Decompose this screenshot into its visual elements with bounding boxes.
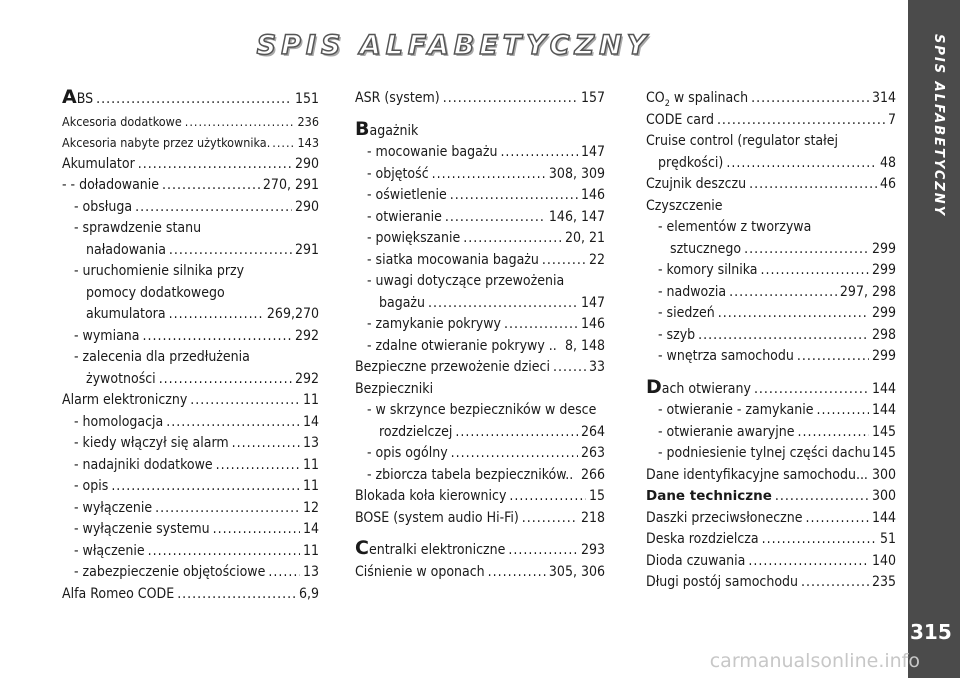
page-ref: 144 <box>871 402 896 418</box>
page-ref: 143 <box>297 135 319 150</box>
index-entry: Cruise control (regulator stałej prędkości) ..... 48 <box>646 131 896 174</box>
page-ref: 145 <box>871 423 896 440</box>
index-entry: Czujnik deszczu ..... 46 <box>646 174 896 196</box>
index-entry: - wyłączenie systemu ..... 14 <box>62 519 319 541</box>
index-entry: - homologacja ..... 14 <box>62 412 319 434</box>
side-tab <box>908 0 960 678</box>
index-entry: Bagażnik <box>355 117 419 140</box>
index-entry: ABS ..... 151 <box>62 88 319 111</box>
page-ref: 299 <box>871 348 896 364</box>
side-tab-label: SPIS ALFABETYCZNY <box>931 34 946 218</box>
page-ref: 297, 298 <box>839 283 896 300</box>
page-ref: 11 <box>302 456 319 473</box>
index-entry: - wnętrza samochodu ..... 299 <box>646 346 896 368</box>
page-ref: 269,270 <box>266 306 319 322</box>
letter-initial: A <box>62 86 77 108</box>
index-entry: - objętość ..... 308, 309 <box>355 164 605 186</box>
page-ref: 146 <box>580 316 605 332</box>
page-ref: 235 <box>871 574 896 590</box>
index-entry: - otwieranie - zamykanie ..... 144 <box>646 400 896 422</box>
index-entry: - uruchomienie silnika przy pomocy dodatkowego akumulatora ..... 269,270 <box>62 261 319 326</box>
page-ref: 264 <box>580 423 605 440</box>
page-ref: 140 <box>871 552 896 569</box>
page-ref: 218 <box>580 509 605 526</box>
page-ref: 14 <box>302 413 319 430</box>
index-entry: Bezpieczniki <box>355 380 434 397</box>
index-entry: Dioda czuwania ..... 140 <box>646 551 896 573</box>
index-entry: - w skrzynce bezpieczników w desce rozdzielczej ..... 264 <box>355 400 605 443</box>
index-entry: BOSE (system audio Hi-Fi) ..... 218 <box>355 508 605 530</box>
page-ref: 291 <box>294 241 319 258</box>
index-entry: - elementów z tworzywa sztucznego ..... 299 <box>646 217 896 260</box>
page-ref: 12 <box>302 499 319 516</box>
page-ref: 305, 306 <box>548 563 605 580</box>
page-ref: 145 <box>871 445 896 461</box>
page-ref: 8, 148 <box>564 337 605 354</box>
page-ref: 22 <box>588 251 605 268</box>
page-ref: 13 <box>302 564 319 580</box>
page-ref: 147 <box>580 294 605 311</box>
page-ref: 292 <box>294 327 319 344</box>
index-entry: Dach otwierany ..... 144 <box>646 378 896 401</box>
page-ref: 144 <box>871 509 896 526</box>
index-entry: - powiększanie ..... 20, 21 <box>355 228 605 250</box>
index-entry: - wyłączenie ..... 12 <box>62 498 319 520</box>
index-entry: - mocowanie bagażu ..... 147 <box>355 142 605 164</box>
page-title: SPIS ALFABETYCZNY <box>256 30 652 61</box>
page-ref: 263 <box>580 445 605 461</box>
page-ref: 144 <box>871 380 896 397</box>
index-entry: - siatka mocowania bagażu ..... 22 <box>355 250 605 272</box>
page-ref: 13 <box>302 435 319 451</box>
page-ref: 146 <box>580 187 605 203</box>
page-ref: 298 <box>871 326 896 343</box>
page-ref: 290 <box>294 155 319 172</box>
index-entry: Deska rozdzielcza ..... 51 <box>646 529 896 551</box>
page-ref: 293 <box>580 542 605 558</box>
letter-initial: B <box>355 117 370 140</box>
letter-initial: C <box>355 537 369 559</box>
page-ref: 308, 309 <box>548 165 605 182</box>
index-entry: - włączenie ..... 11 <box>62 541 319 563</box>
page-ref: 33 <box>588 359 605 375</box>
page-ref: 6,9 <box>298 585 319 602</box>
index-entry: - nadajniki dodatkowe ..... 11 <box>62 455 319 477</box>
index-entry: CODE card ..... 7 <box>646 110 896 132</box>
page-ref: 20, 21 <box>564 230 605 246</box>
index-entry: - oświetlenie ..... 146 <box>355 185 605 207</box>
index-entry: Alfa Romeo CODE ..... 6,9 <box>62 584 319 606</box>
page-ref: 299 <box>871 305 896 321</box>
index-entry: Akumulator ..... 290 <box>62 154 319 176</box>
index-entry: Czyszczenie <box>646 197 723 214</box>
watermark: carmanualsonline.info <box>709 650 920 672</box>
page-ref: 290 <box>294 198 319 215</box>
index-entry: Daszki przeciwsłoneczne ..... 144 <box>646 508 896 530</box>
page-ref: 300 <box>871 466 896 483</box>
index-entry: Akcesoria nabyte przez użytkownika. ..... 143 <box>62 132 319 154</box>
index-entry: Ciśnienie w oponach ..... 305, 306 <box>355 562 605 584</box>
page-ref: 46 <box>879 176 896 192</box>
index-entry: - opis ..... 11 <box>62 476 319 498</box>
page-ref: 147 <box>580 144 605 160</box>
page-ref: 157 <box>580 90 605 106</box>
index-entry: Blokada koła kierownicy ..... 15 <box>355 486 605 508</box>
index-column-3 <box>646 88 896 594</box>
page-ref: 300 <box>871 488 896 504</box>
page-ref: 51 <box>879 531 896 547</box>
index-entry: - zamykanie pokrywy ..... 146 <box>355 314 605 336</box>
index-column-1 <box>62 88 319 605</box>
index-entry: - siedzeń ..... 299 <box>646 303 896 325</box>
page-ref: 11 <box>302 478 319 494</box>
page-ref: 146, 147 <box>548 208 605 225</box>
index-entry: - - doładowanie ..... 270, 291 <box>62 175 319 197</box>
index-entry: Długi postój samochodu ..... 235 <box>646 572 896 594</box>
page-ref: 7 <box>887 111 896 128</box>
index-entry: - zalecenia dla przedłużenia żywotności ..... 292 <box>62 347 319 390</box>
index-entry: Dane identyfikacyjne samochodu... 300 <box>646 465 896 487</box>
index-entry: - opis ogólny ..... 263 <box>355 443 605 465</box>
index-entry: ASR (system) ..... 157 <box>355 88 605 110</box>
index-entry: - podniesienie tylnej części dachu 145 <box>646 443 896 465</box>
index-entry: - zabezpieczenie objętościowe ..... 13 <box>62 562 319 584</box>
page-ref: 266 <box>580 466 605 483</box>
index-entry: - uwagi dotyczące przewożenia bagażu ..... 147 <box>355 271 605 314</box>
index-entry: Alarm elektroniczny ..... 11 <box>62 390 319 412</box>
page-ref: 270, 291 <box>262 177 319 193</box>
index-entry: - nadwozia ..... 297, 298 <box>646 282 896 304</box>
page-ref: 292 <box>294 370 319 387</box>
page-ref: 48 <box>879 154 896 171</box>
index-column-2 <box>355 88 605 583</box>
index-entry: - obsługa ..... 290 <box>62 197 319 219</box>
page-ref: 314 <box>871 90 896 106</box>
index-entry: Dane techniczne ..... 300 <box>646 486 896 508</box>
index-entry: $CO_2$ w spalinach ..... 314 <box>646 88 896 110</box>
page-ref: 14 <box>302 521 319 537</box>
page-ref: 299 <box>871 262 896 278</box>
index-entry: - kiedy włączył się alarm ..... 13 <box>62 433 319 455</box>
index-entry: Bezpieczne przewożenie dzieci ..... 33 <box>355 357 605 379</box>
index-entry: - sprawdzenie stanu naładowania ..... 291 <box>62 218 319 261</box>
page-ref: 236 <box>297 113 319 129</box>
page-number: 315 <box>910 620 952 644</box>
index-entry: Akcesoria dodatkowe ..... 236 <box>62 111 319 133</box>
letter-initial: D <box>646 375 662 398</box>
index-entry: - szyb ..... 298 <box>646 325 896 347</box>
index-entry: - zdalne otwieranie pokrywy .. 8, 148 <box>355 336 605 358</box>
index-entry: - zbiorcza tabela bezpieczników.. 266 <box>355 465 605 487</box>
page-ref: 11 <box>302 542 319 559</box>
page-ref: 11 <box>302 392 319 408</box>
page-ref: 299 <box>871 240 896 257</box>
page-ref: 15 <box>588 488 605 504</box>
index-entry: - wymiana ..... 292 <box>62 326 319 348</box>
index-entry: - komory silnika ..... 299 <box>646 260 896 282</box>
index-entry: - otwieranie awaryjne ..... 145 <box>646 422 896 444</box>
page-ref: 151 <box>294 91 319 107</box>
index-entry: Centralki elektroniczne ..... 293 <box>355 539 605 562</box>
index-entry: - otwieranie ..... 146, 147 <box>355 207 605 229</box>
